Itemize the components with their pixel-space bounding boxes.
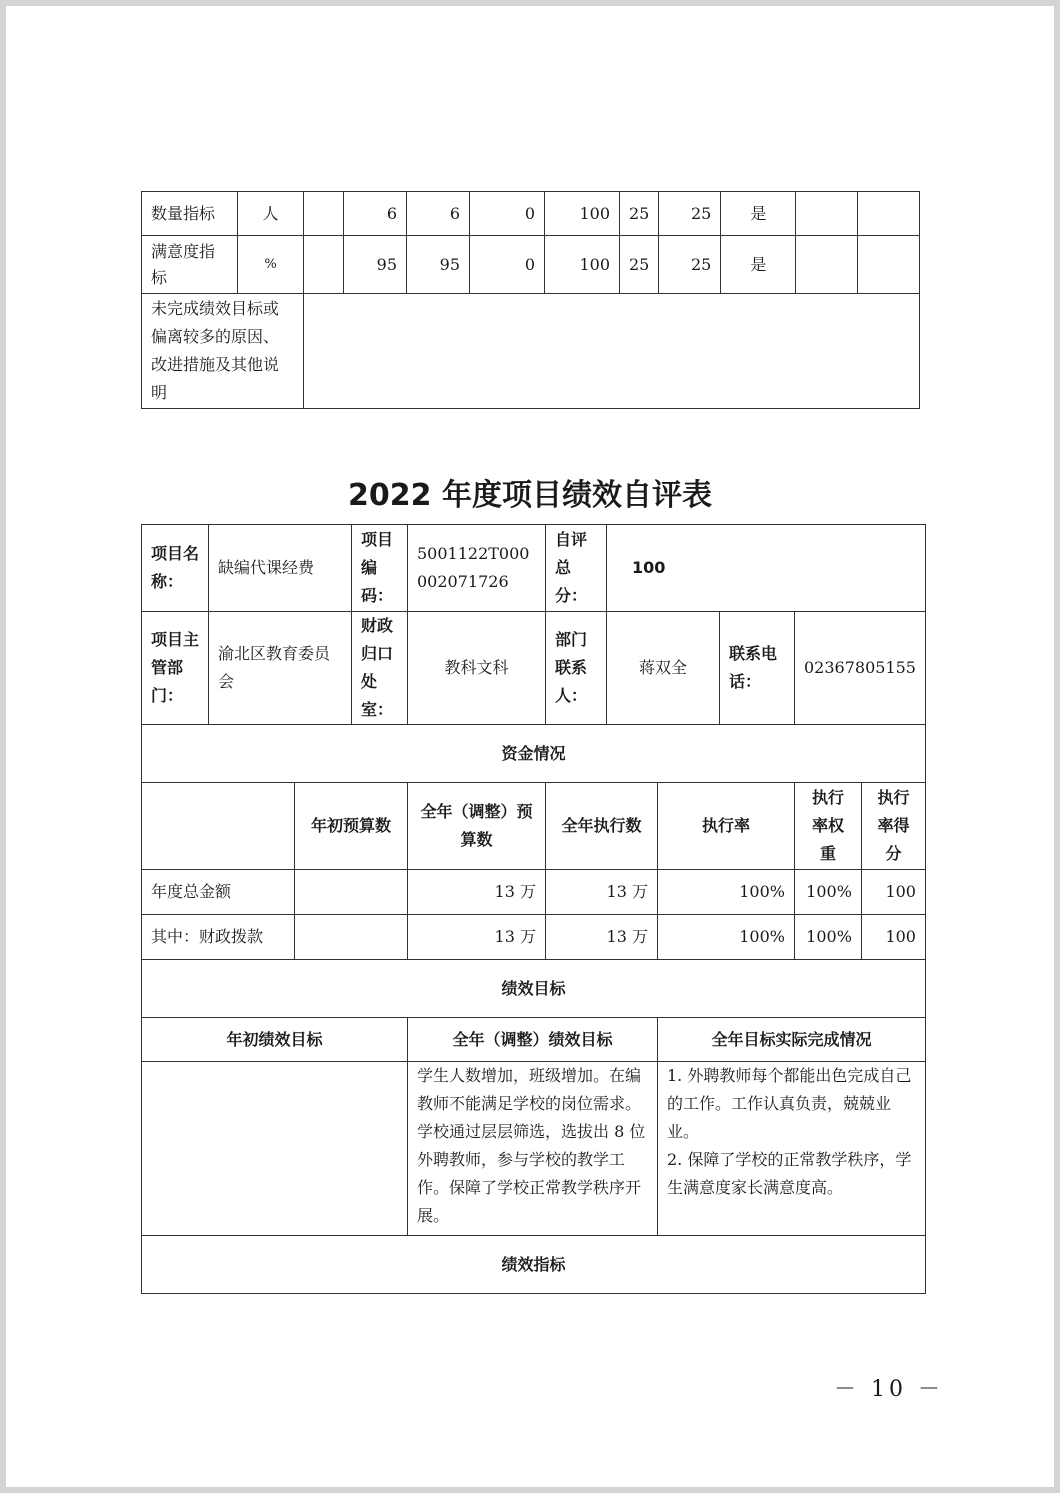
cell [304, 192, 344, 236]
cell [304, 236, 344, 294]
table-row [142, 783, 926, 870]
cell: 25 [659, 236, 721, 294]
funds-cell: 13 万 [408, 870, 546, 915]
upper-indicator-table [141, 191, 920, 409]
cell: 6 [344, 192, 407, 236]
cell: 0 [470, 192, 545, 236]
cell: 100 [545, 236, 620, 294]
table-row [142, 1062, 926, 1236]
project-code: 5001122T000002071726 [408, 525, 546, 612]
project-name-label: 项目名称： [142, 525, 209, 612]
project-name: 缺编代课经费 [209, 525, 352, 612]
funds-cell: 100 [861, 915, 925, 960]
finance: 教科文科 [408, 612, 546, 725]
table-row [142, 915, 926, 960]
cell: 25 [659, 192, 721, 236]
note-label: 未完成绩效目标或偏离较多的原因、改进措施及其他说明 [142, 294, 304, 409]
goal-initial [142, 1062, 408, 1236]
dept: 渝北区教育委员会 [209, 612, 352, 725]
funds-header: 执行率 [658, 783, 795, 870]
cell [796, 192, 858, 236]
funds-cell [295, 915, 408, 960]
goal-actual-item: 2. 保障了学校的正常教学秩序，学生满意度家长满意度高。 [667, 1150, 912, 1197]
funds-cell: 100% [658, 915, 795, 960]
funds-section-title: 资金情况 [142, 725, 926, 783]
funds-header [142, 783, 295, 870]
table-row [142, 1236, 926, 1294]
funds-header: 年初预算数 [295, 783, 408, 870]
dept-label: 项目主管部门： [142, 612, 209, 725]
funds-header: 执行率得分 [861, 783, 925, 870]
page-title: 2022 年度项目绩效自评表 [348, 478, 712, 513]
cell [858, 236, 920, 294]
indicator-name: 满意度指标 [142, 236, 238, 294]
indicators-section-title: 绩效指标 [142, 1236, 926, 1294]
cell: 100 [545, 192, 620, 236]
contact: 蒋双全 [607, 612, 720, 725]
funds-cell: 100% [795, 870, 862, 915]
funds-row-label: 年度总金额 [142, 870, 295, 915]
funds-header: 全年（调整）预算数 [408, 783, 546, 870]
funds-header: 执行率权重 [795, 783, 862, 870]
self-evaluation-table [141, 524, 926, 1294]
goals-header: 年初绩效目标 [142, 1018, 408, 1062]
self-score: 100 [607, 525, 926, 612]
funds-cell: 13 万 [546, 915, 658, 960]
phone-label: 联系电话： [720, 612, 795, 725]
table-row [142, 725, 926, 783]
goals-section-title: 绩效目标 [142, 960, 926, 1018]
funds-row-label: 其中：财政拨款 [142, 915, 295, 960]
cell: 0 [470, 236, 545, 294]
cell: 25 [620, 192, 659, 236]
table-row [142, 612, 926, 725]
table-row [142, 192, 920, 236]
funds-cell: 13 万 [546, 870, 658, 915]
table-row [142, 236, 920, 294]
cell [796, 236, 858, 294]
indicator-unit: % [238, 236, 304, 294]
goal-actual [658, 1062, 926, 1236]
phone: 02367805155 [795, 612, 926, 725]
goals-header: 全年目标实际完成情况 [658, 1018, 926, 1062]
finance-label: 财政归口处室： [352, 612, 408, 725]
funds-cell: 100% [658, 870, 795, 915]
table-row [142, 525, 926, 612]
indicator-unit: 人 [238, 192, 304, 236]
goals-header: 全年（调整）绩效目标 [408, 1018, 658, 1062]
cell: 6 [407, 192, 470, 236]
cell: 95 [344, 236, 407, 294]
funds-cell: 100 [861, 870, 925, 915]
cell: 是 [721, 236, 796, 294]
table-row [142, 1018, 926, 1062]
page-number: － 10 － [834, 1377, 944, 1402]
score-label: 自评总分： [546, 525, 607, 612]
table-row [142, 870, 926, 915]
table-row [142, 960, 926, 1018]
table-row [142, 294, 920, 409]
indicator-name: 数量指标 [142, 192, 238, 236]
project-code-label: 项目编码： [352, 525, 408, 612]
funds-cell: 100% [795, 915, 862, 960]
goal-actual-item: 1. 外聘教师每个都能出色完成自己的工作。工作认真负责，兢兢业业。 [667, 1066, 912, 1141]
funds-cell: 13 万 [408, 915, 546, 960]
document-page [6, 6, 1054, 1487]
goal-adjusted: 学生人数增加，班级增加。在编教师不能满足学校的岗位需求。学校通过层层筛选，选拔出 8 位外聘教师，参与学校的教学工作。保障了学校正常教学秩序开展。 [408, 1062, 658, 1236]
cell: 是 [721, 192, 796, 236]
contact-label: 部门联系人： [546, 612, 607, 725]
cell: 25 [620, 236, 659, 294]
funds-cell [295, 870, 408, 915]
cell: 95 [407, 236, 470, 294]
cell [858, 192, 920, 236]
note-value [304, 294, 920, 409]
funds-header: 全年执行数 [546, 783, 658, 870]
